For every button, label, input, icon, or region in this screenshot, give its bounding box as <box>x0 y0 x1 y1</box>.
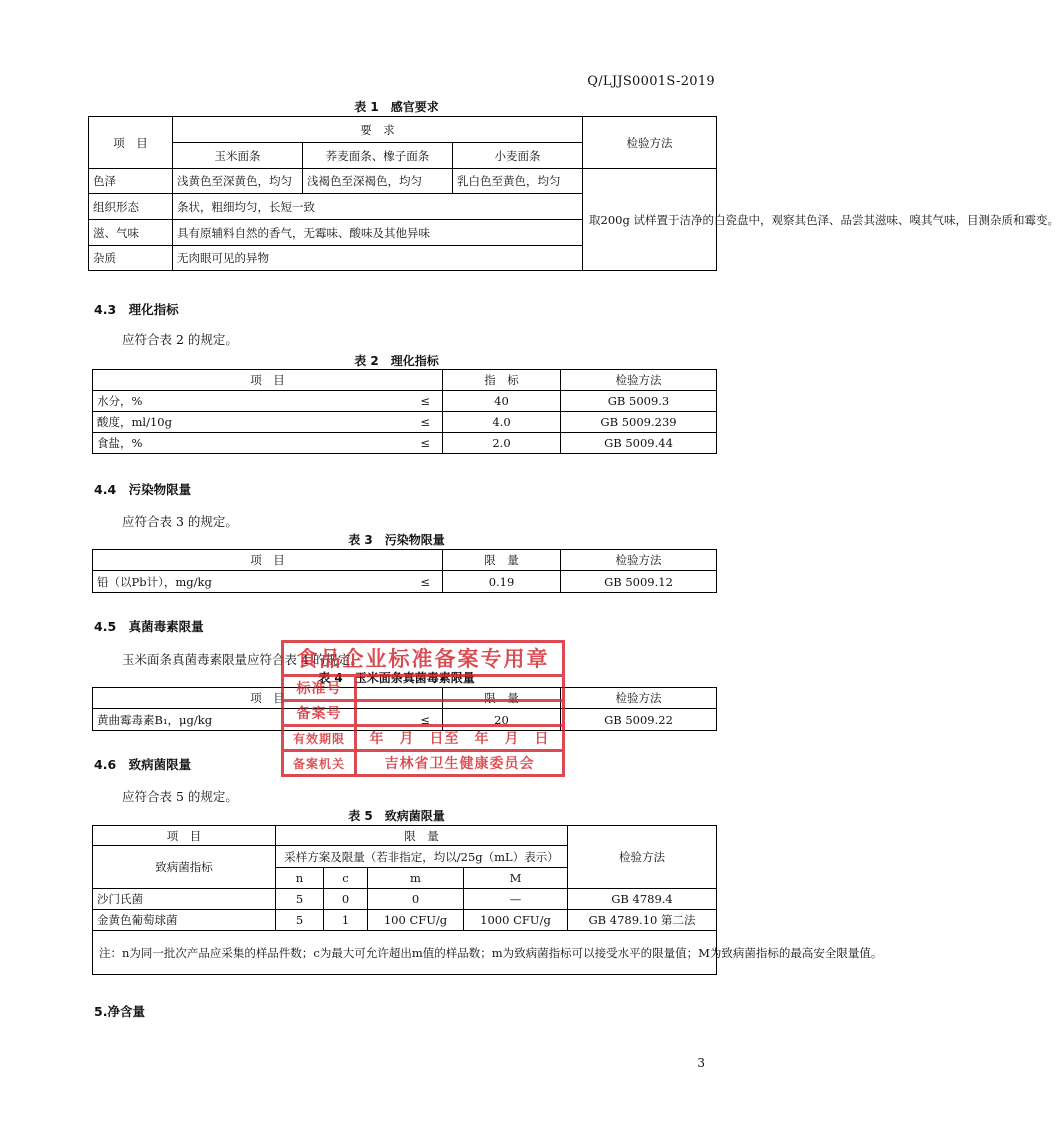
table4-header-limit: 限 量 <box>443 688 561 709</box>
stamp-label-validity: 有效期限 <box>283 726 356 751</box>
page-number: 3 <box>697 1056 705 1070</box>
table5-cell-method: GB 4789.4 <box>568 889 717 910</box>
table2-header-item: 项 目 <box>93 370 443 391</box>
table-row <box>93 571 717 593</box>
table5-cell-c: 1 <box>324 910 368 931</box>
table3-row-item: 铅（以Pb计），mg/kg <box>97 574 212 589</box>
table1-header-item: 项 目 <box>89 117 173 169</box>
table5-row-item: 沙门氏菌 <box>93 889 276 910</box>
table2-cell-method: GB 5009.3 <box>561 391 717 412</box>
table4-cell-value: 20 <box>443 709 561 731</box>
table1-cell: 条状，粗细均匀，长短一致 <box>173 194 583 220</box>
table3-cell-value: 0.19 <box>443 571 561 593</box>
table5-col-m: m <box>368 868 464 889</box>
table5-header-indicator: 致病菌指标 <box>93 846 276 889</box>
table2-cell-method: GB 5009.239 <box>561 412 717 433</box>
table4-header-item: 项 目 <box>93 688 443 709</box>
table5-cell-n: 5 <box>276 910 324 931</box>
table2-row-item: 食盐，% <box>97 436 143 450</box>
table5-cell-M: — <box>464 889 568 910</box>
stamp-grid <box>281 674 565 777</box>
table2-row-item: 水分，% <box>97 394 143 408</box>
table3-cell-method: GB 5009.12 <box>561 571 717 593</box>
table5-cell-n: 5 <box>276 889 324 910</box>
stamp-label-filing-no: 备案号 <box>283 701 356 726</box>
section-4-3-text: 应符合表 2 的规定。 <box>122 332 238 347</box>
table-row <box>93 391 717 412</box>
less-equal-sign: ≤ <box>420 436 430 450</box>
document-number: Q/LJJS0001S-2019 <box>587 74 715 89</box>
stamp-label-standard-no: 标准号 <box>283 676 356 701</box>
table1-sub-buckwheat: 荞麦面条、橡子面条 <box>303 143 453 169</box>
table3-header-method: 检验方法 <box>561 550 717 571</box>
table1-cell: 具有原辅料自然的香气，无霉味、酸味及其他异味 <box>173 220 583 246</box>
table2-physicochemical <box>92 369 717 454</box>
table2-cell-value: 40 <box>443 391 561 412</box>
table2-caption: 表 2 理化指标 <box>354 354 439 368</box>
section-4-6-heading: 4.6 致病菌限量 <box>94 757 192 772</box>
table1-row-item: 色泽 <box>89 169 173 194</box>
section-4-4-text: 应符合表 3 的规定。 <box>122 514 238 529</box>
table1-sensory <box>88 116 1059 271</box>
table-row <box>93 433 717 454</box>
table4-cell-method: GB 5009.22 <box>561 709 717 731</box>
table3-header-limit: 限 量 <box>443 550 561 571</box>
table1-method-text: 取200g 试样置于洁净的白瓷盘中，观察其色泽、品尝其滋味、嗅其气味，目测杂质和霉变。 <box>583 169 717 271</box>
table2-row-item: 酸度，ml/10g <box>97 415 172 429</box>
less-equal-sign: ≤ <box>420 415 430 429</box>
table2-header-method: 检验方法 <box>561 370 717 391</box>
table5-col-n: n <box>276 868 324 889</box>
table5-cell-M: 1000 CFU/g <box>464 910 568 931</box>
table5-header-plan: 采样方案及限量（若非指定，均以/25g（mL）表示） <box>276 846 568 868</box>
section-4-3-heading: 4.3 理化指标 <box>94 302 179 317</box>
table5-cell-m: 100 CFU/g <box>368 910 464 931</box>
table3-contaminants <box>92 549 717 593</box>
table-row <box>93 910 717 931</box>
table5-caption: 表 5 致病菌限量 <box>348 809 445 823</box>
stamp-value-filing-no <box>356 701 564 726</box>
section-4-4-heading: 4.4 污染物限量 <box>94 482 192 497</box>
table1-cell: 乳白色至黄色，均匀 <box>453 169 583 194</box>
less-equal-sign: ≤ <box>420 574 430 589</box>
stamp-value-authority: 吉林省卫生健康委员会 <box>356 751 564 776</box>
table1-cell: 无肉眼可见的异物 <box>173 246 583 271</box>
table5-header-method: 检验方法 <box>568 826 717 889</box>
table5-note: 注：n为同一批次产品应采集的样品件数；c为最大可允许超出m值的样品数；m为致病菌指标可以接受水平的限量值；M为致病菌指标的最高安全限量值。 <box>93 931 717 975</box>
table5-pathogens <box>92 825 883 975</box>
table5-col-M: M <box>464 868 568 889</box>
table3-header-item: 项 目 <box>93 550 443 571</box>
section-4-5-text: 玉米面条真菌毒素限量应符合表 4 的规定。 <box>122 652 363 667</box>
table5-col-c: c <box>324 868 368 889</box>
less-equal-sign: ≤ <box>420 712 430 727</box>
table1-cell: 浅黄色至深黄色，均匀 <box>173 169 303 194</box>
section-4-6-text: 应符合表 5 的规定。 <box>122 789 238 804</box>
table1-caption: 表 1 感官要求 <box>354 100 439 114</box>
table2-header-value: 指 标 <box>443 370 561 391</box>
table-row <box>93 412 717 433</box>
table5-cell-c: 0 <box>324 889 368 910</box>
table-row <box>89 169 717 194</box>
table1-row-item: 杂质 <box>89 246 173 271</box>
less-equal-sign: ≤ <box>420 394 430 408</box>
table5-row-item: 金黄色葡萄球菌 <box>93 910 276 931</box>
stamp-value-standard-no <box>356 676 564 701</box>
stamp-label-authority: 备案机关 <box>283 751 356 776</box>
section-4-5-heading: 4.5 真菌毒素限量 <box>94 619 204 634</box>
table1-row-item: 组织形态 <box>89 194 173 220</box>
table2-cell-value: 2.0 <box>443 433 561 454</box>
stamp-title: 食品企业标准备案专用章 <box>281 640 565 674</box>
table4-caption: 表 4 玉米面条真菌毒素限量 <box>318 671 475 685</box>
table1-header-requirement: 要 求 <box>173 117 583 143</box>
table1-header-method: 检验方法 <box>583 117 717 169</box>
table-row <box>93 889 717 910</box>
table2-cell-value: 4.0 <box>443 412 561 433</box>
stamp-value-validity: 年 月 日至 年 月 日 <box>356 726 564 751</box>
table1-sub-wheat: 小麦面条 <box>453 143 583 169</box>
table1-row-item: 滋、气味 <box>89 220 173 246</box>
table5-cell-m: 0 <box>368 889 464 910</box>
table1-cell: 浅褐色至深褐色，均匀 <box>303 169 453 194</box>
table2-cell-method: GB 5009.44 <box>561 433 717 454</box>
filing-approval-stamp <box>281 640 565 772</box>
table4-row-item: 黄曲霉毒素B₁，μg/kg <box>97 712 213 727</box>
table5-header-limit: 限 量 <box>276 826 568 846</box>
table5-header-item: 项 目 <box>93 826 276 846</box>
table3-caption: 表 3 污染物限量 <box>348 533 445 547</box>
table5-cell-method: GB 4789.10 第二法 <box>568 910 717 931</box>
section-5-heading: 5.净含量 <box>94 1004 145 1019</box>
table4-header-method: 检验方法 <box>561 688 717 709</box>
table1-sub-corn: 玉米面条 <box>173 143 303 169</box>
